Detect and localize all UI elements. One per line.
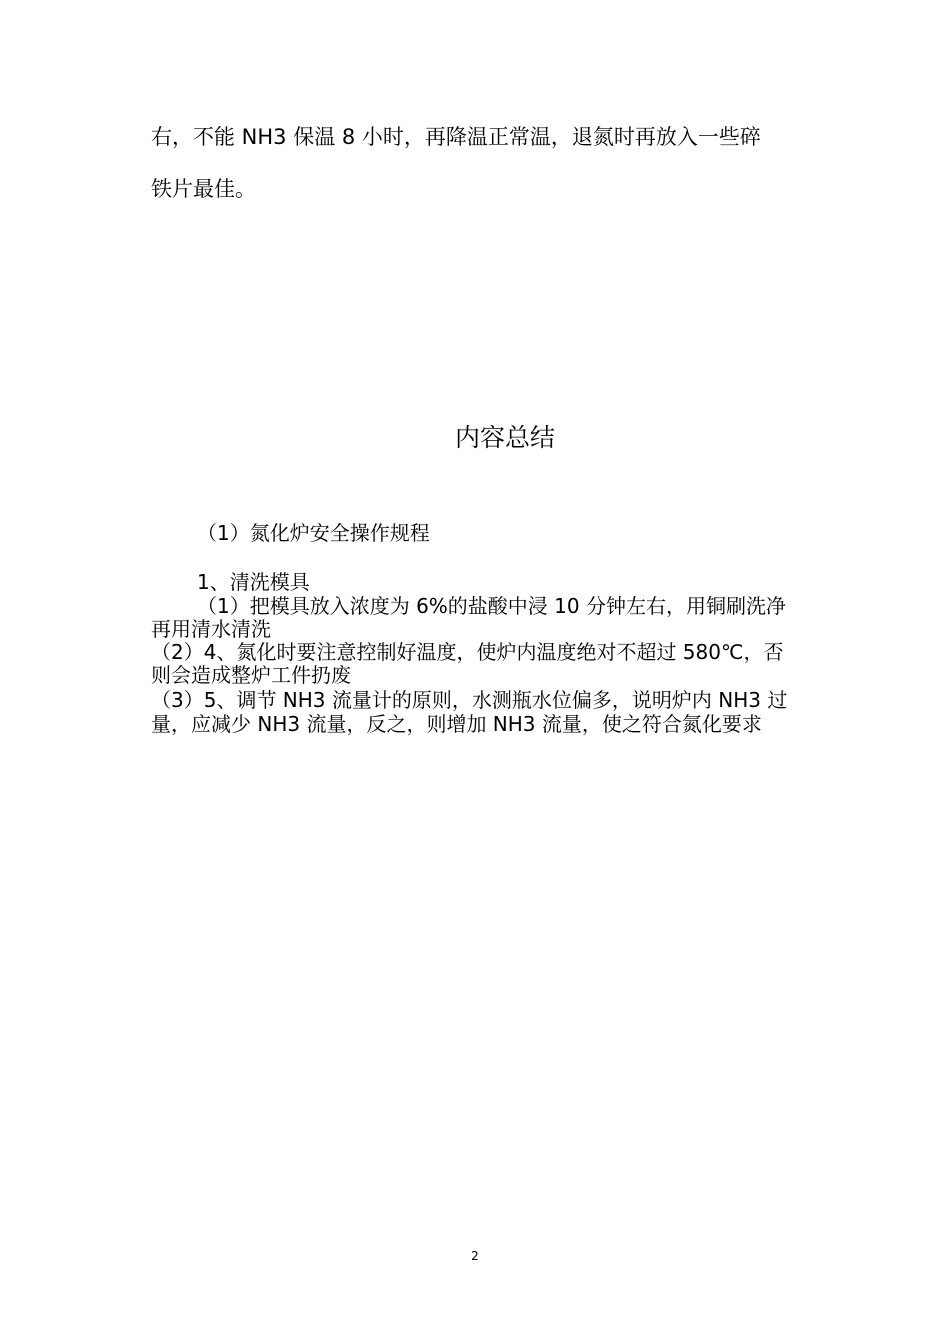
paragraph-3-line-2: 量，应减少 NH3 流量，反之，则增加 NH3 流量，使之符合氮化要求: [151, 712, 762, 736]
paragraph-1-line-2: 再用清水清洗: [151, 617, 271, 641]
paragraph-3-line-1: （3）5、调节 NH3 流量计的原则，水测瓶水位偏多，说明炉内 NH3 过: [151, 688, 788, 712]
summary-item-title: （1）氮化炉安全操作规程: [197, 521, 430, 545]
summary-heading: 内容总结: [454, 423, 555, 452]
continuation-line-2: 铁片最佳。: [151, 177, 256, 201]
page-number: 2: [471, 1249, 479, 1263]
paragraph-1-line-1: （1）把模具放入浓度为 6%的盐酸中浸 10 分钟左右，用铜刷洗净: [197, 594, 786, 618]
paragraph-2-line-2: 则会造成整炉工件扔废: [151, 663, 351, 687]
summary-step-1: 1、清洗模具: [197, 570, 310, 594]
paragraph-2-line-1: （2）4、氮化时要注意控制好温度，使炉内温度绝对不超过 580℃，否: [151, 640, 784, 664]
continuation-line-1: 右，不能 NH3 保温 8 小时，再降温正常温，退氮时再放入一些碎: [151, 125, 761, 149]
